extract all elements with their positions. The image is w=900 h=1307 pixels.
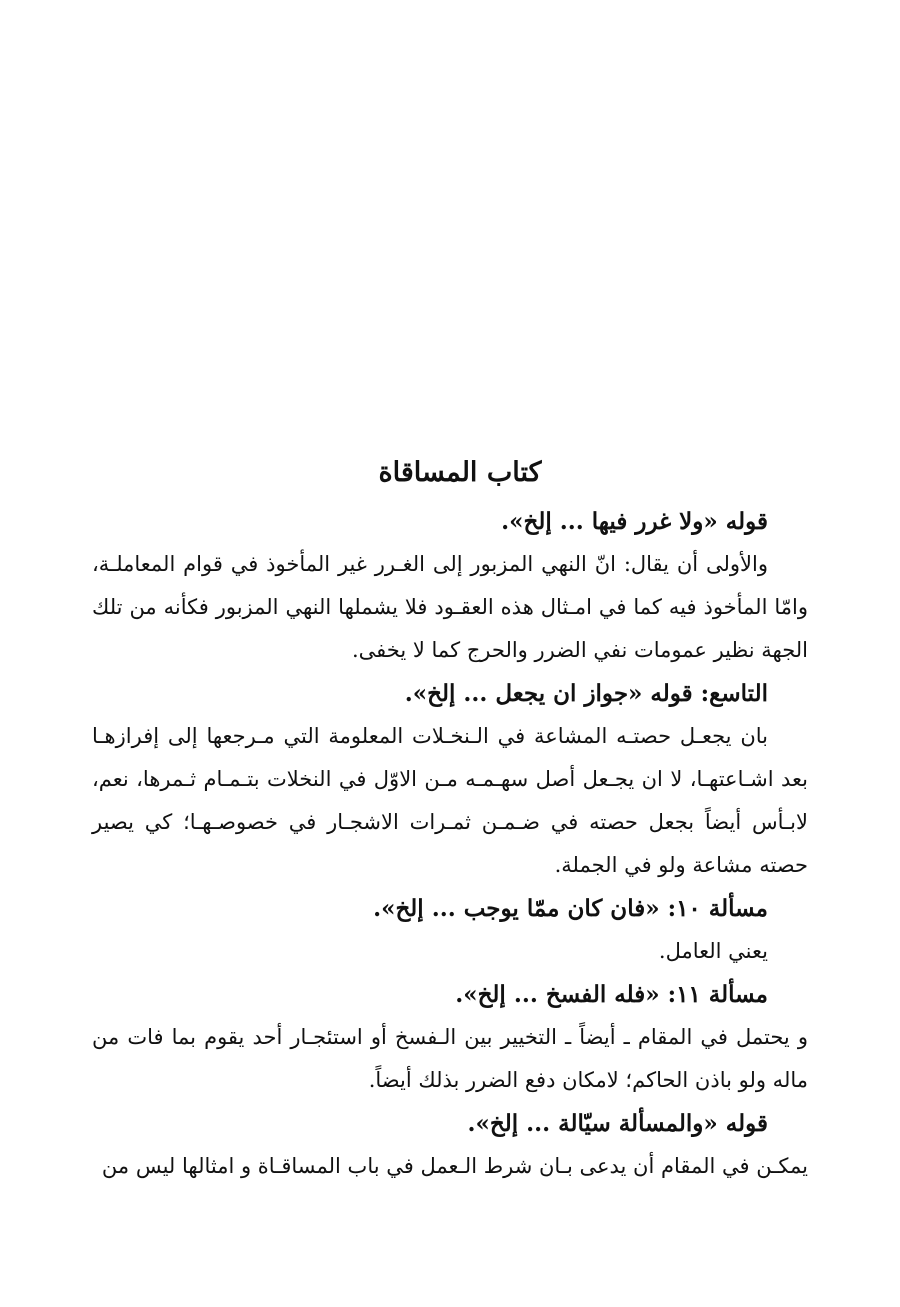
section-heading-flowing-issue: قوله «والمسألة سيّالة ... إلخ». bbox=[467, 1110, 768, 1137]
issue-10-text: يعني العامل. bbox=[658, 939, 768, 963]
page-body bbox=[92, 452, 808, 1188]
paragraph-ninth: بان يجعـل حصتـه المشاعة في الـنخـلات المعلومة التي مـرجعها إلى إفرازهـا بعد اشـاعتهـا، لا ان يجـعل أصل سهـمـه مـن الاوّل في النخلات بتـمـام ثـمرها، نعم، لابـأس أيضاً بجعل حصته في ضـمـن ثمـرات الاشجـار في خصوصـهـا؛ كي يصير حصته مشاعة ولو في الجملة. bbox=[92, 724, 809, 877]
paragraph-gharar: والأولى أن يقال: انّ النهي المزبور إلى الغـرر غير المأخوذ في قوام المعاملـة، وامّا المأخوذ فيه كما في امـثال هذه العقـود فلا يشملها النهي المزبور فكأنه من تلك الجهة نظير عمومات نفي الضرر والحرج كما لا يخفى. bbox=[92, 552, 808, 662]
paragraph-flowing-issue: يمكـن في المقام أن يدعى بـان شرط الـعمل في باب المساقـاة و امثالها ليس من bbox=[101, 1154, 808, 1178]
issue-11-text: و يحتمل في المقام ـ أيضاً ـ التخيير بين الـفسخ أو استئجـار أحد يقوم بما فات من ماله ولو باذن الحاكم؛ لامكان دفع الضرر بذلك أيضاً. bbox=[92, 1025, 808, 1092]
chapter-title: كتاب المساقاة bbox=[378, 457, 542, 488]
section-heading-ninth: التاسع: قوله «جواز ان يجعل ... إلخ». bbox=[404, 680, 768, 707]
issue-10-heading: مسألة ١٠: «فان كان ممّا يوجب ... إلخ». bbox=[373, 895, 768, 922]
section-heading-gharar: قوله «ولا غرر فيها ... إلخ». bbox=[501, 508, 768, 535]
issue-11-heading: مسألة ١١: «فله الفسخ ... إلخ». bbox=[455, 981, 768, 1008]
